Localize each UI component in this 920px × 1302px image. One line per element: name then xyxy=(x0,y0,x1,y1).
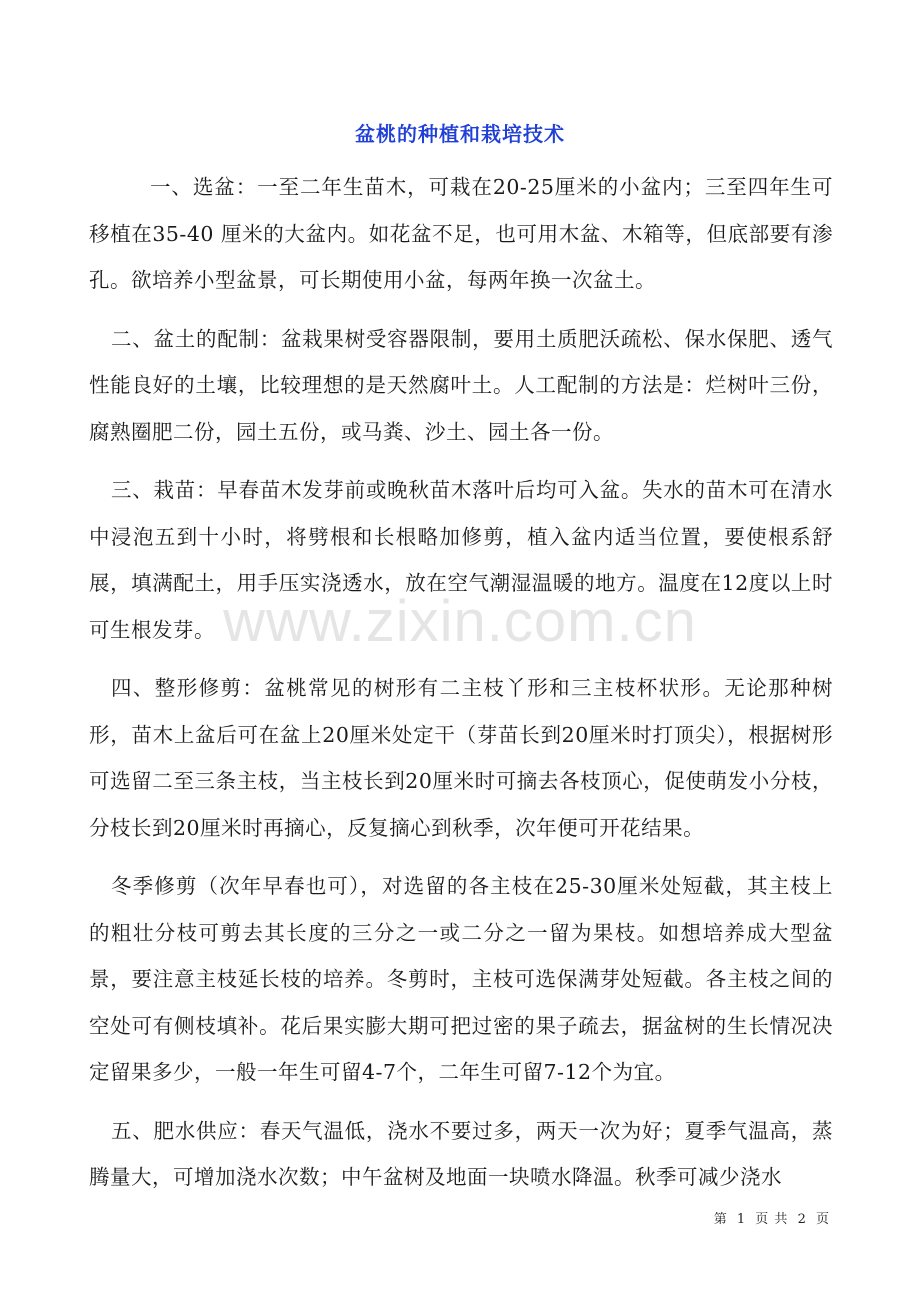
page-label-prefix: 第 xyxy=(713,1212,728,1227)
page-label-mid: 页 共 xyxy=(755,1212,789,1227)
paragraph-soil-mix: 二、盆土的配制：盆栽果树受容器限制，要用土质肥沃疏松、保水保肥、透气性能良好的土壤，比较理想的是天然腐叶土。人工配制的方法是：烂树叶三份，腐熟圈肥二份，园土五份，或马粪、沙土、园土各一份。 xyxy=(89,326,833,444)
document-body xyxy=(89,164,833,1213)
current-page-number: 1 xyxy=(736,1212,747,1227)
document-title: 盆桃的种植和栽培技术 xyxy=(355,122,565,146)
paragraph-planting: 三、栽苗：早春苗木发芽前或晚秋苗木落叶后均可入盆。失水的苗木可在清水中浸泡五到十小时，将劈根和长根略加修剪，植入盆内适当位置，要使根系舒展，填满配土，用手压实浇透水，放在空气潮湿温暖的地方。温度在12度以上时可生根发芽。 xyxy=(89,478,833,642)
page-number-footer xyxy=(712,1208,832,1227)
paragraph-fertilizer-water: 五、肥水供应：春天气温低，浇水不要过多，两天一次为好；夏季气温高，蒸腾量大，可增加浇水次数；中午盆树及地面一块喷水降温。秋季可减少浇水 xyxy=(89,1118,833,1189)
page-label-suffix: 页 xyxy=(815,1212,830,1227)
paragraph-pruning: 四、整形修剪：盆桃常见的树形有二主枝丫形和三主枝杯状形。无论那种树形，苗木上盆后可在盆上20厘米处定干（芽苗长到20厘米时打顶尖），根据树形可选留二至三条主枝，当主枝长到20厘米时可摘去各枝顶心，促使萌发小分枝，分枝长到20厘米时再摘心，反复摘心到秋季，次年便可开花结果。 xyxy=(89,676,833,840)
paragraph-winter-pruning: 冬季修剪（次年早春也可），对选留的各主枝在25-30厘米处短截，其主枝上的粗壮分枝可剪去其长度的三分之一或二分之一留为果枝。如想培养成大型盆景，要注意主枝延长枝的培养。冬剪时，主枝可选保满芽处短截。各主枝之间的空处可有侧枝填补。花后果实膨大期可把过密的果子疏去，据盆树的生长情况决定留果多少，一般一年生可留4-7个，二年生可留7-12个为宜。 xyxy=(89,874,833,1084)
total-pages-number: 2 xyxy=(797,1212,807,1227)
paragraph-select-pot: 一、选盆：一至二年生苗木，可栽在20-25厘米的小盆内；三至四年生可移植在35-40 厘米的大盆内。如花盆不足，也可用木盆、木箱等，但底部要有渗孔。欲培养小型盆景，可长期使用小盆，每两年换一次盆土。 xyxy=(89,175,833,292)
site-watermark: www.zixin.com.cn xyxy=(223,589,697,654)
